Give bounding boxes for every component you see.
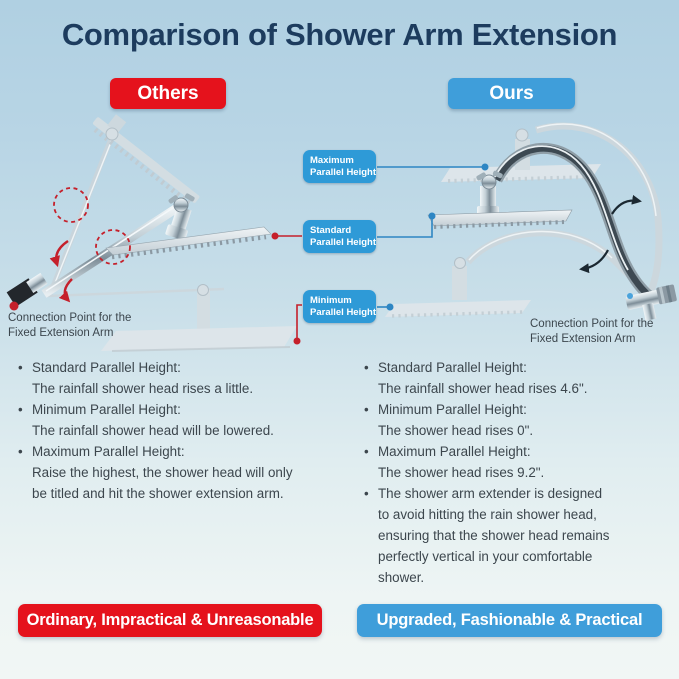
note-line: Fixed Extension Arm: [8, 326, 114, 339]
page-title: Comparison of Shower Arm Extension: [61, 17, 618, 52]
max-parallel-height-label: [303, 150, 376, 183]
note-line: Fixed Extension Arm: [530, 332, 636, 345]
bullet-line: • The shower arm extender is designed: [364, 486, 603, 501]
bullet-line: • Minimum Parallel Height:: [18, 402, 181, 417]
bullet-line: to avoid hitting the rain shower head,: [378, 507, 597, 522]
bullet-line: The shower head rises 9.2".: [378, 465, 545, 480]
label-line: Parallel Height: [310, 166, 376, 178]
bullet-line: ensuring that the shower head remains: [378, 528, 610, 543]
std-leader-line: [377, 219, 432, 237]
bullet-line: • Maximum Parallel Height:: [364, 444, 531, 459]
ours-bullet-list: [364, 357, 676, 588]
motion-arrow-icon: [612, 201, 639, 214]
label-line: Parallel Height: [310, 306, 376, 318]
label-line: Standard: [310, 225, 352, 236]
ours-badge: Ours: [448, 78, 575, 109]
ours-banner: Upgraded, Fashionable & Practical: [357, 604, 662, 637]
min-parallel-height-label: [303, 290, 376, 323]
bullet-line: • Maximum Parallel Height:: [18, 444, 185, 459]
others-connection-note: [8, 311, 131, 340]
leader-dot: [387, 304, 394, 311]
ours-illustration: [385, 124, 679, 324]
label-line: Parallel Height: [310, 236, 376, 248]
bullet-line: • Minimum Parallel Height:: [364, 402, 527, 417]
note-line: Connection Point for the: [530, 318, 654, 330]
leader-dot: [429, 213, 436, 220]
bullet-line: • Standard Parallel Height:: [18, 360, 181, 375]
others-badge: Others: [110, 78, 226, 109]
bullet-line: The rainfall shower head rises 4.6".: [378, 381, 588, 396]
note-line: Connection Point for the: [8, 312, 132, 324]
ghost-min-position-icon: [385, 232, 647, 317]
leader-dot: [272, 233, 279, 240]
bullet-line: • Standard Parallel Height:: [364, 360, 527, 375]
connection-dot: [10, 302, 19, 311]
ours-connection-note: [530, 317, 653, 346]
bullet-line: shower.: [378, 570, 425, 585]
bullet-line: be titled and hit the shower extension arm.: [32, 486, 284, 501]
others-bullet-list: [18, 357, 352, 504]
bullet-line: Raise the highest, the shower head will only: [32, 465, 293, 480]
bullet-line: perfectly vertical in your comfortable: [378, 549, 593, 564]
standard-parallel-height-label: [303, 220, 376, 253]
bullet-line: The rainfall shower head rises a little.: [32, 381, 254, 396]
label-line: Minimum: [310, 295, 352, 306]
others-banner: Ordinary, Impractical & Unreasonable: [18, 604, 322, 637]
label-line: Maximum: [310, 155, 354, 166]
bullet-line: The shower head rises 0".: [378, 423, 534, 438]
min-leader-line-left: [297, 305, 302, 338]
leader-dot: [482, 164, 489, 171]
leader-dot: [294, 338, 301, 345]
bullet-line: The rainfall shower head will be lowered.: [32, 423, 274, 438]
